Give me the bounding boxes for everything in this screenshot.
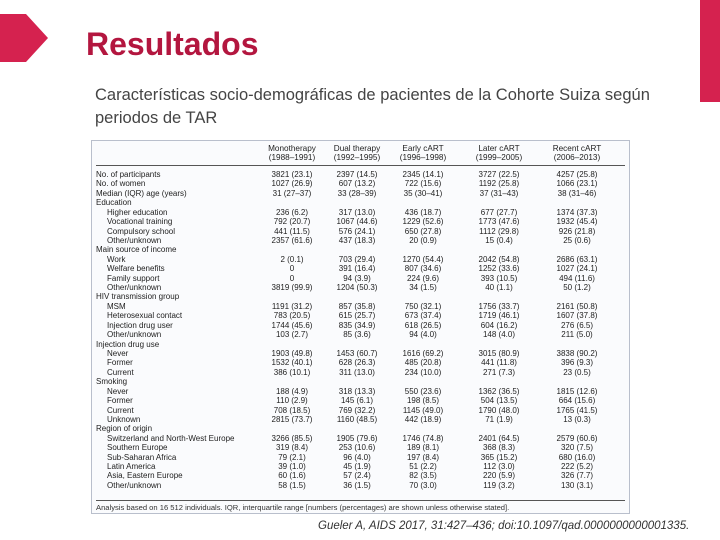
table-row	[96, 292, 625, 301]
table-row	[96, 274, 625, 283]
table-cell: 94 (4.0)	[409, 330, 437, 340]
table-cell: 271 (7.3)	[482, 367, 516, 377]
table-cell: 130 (3.1)	[560, 480, 594, 490]
table-footnote: Analysis based on 16 512 individuals. IQR, interquartile range [numbers (percentages) are shown unless otherwise stated].	[96, 503, 510, 512]
table-cell: 276 (6.5)	[560, 320, 594, 330]
table-cell: 437 (18.3)	[338, 235, 376, 245]
table-cell: 38 (31–46)	[557, 188, 597, 198]
table-cell: 253 (10.6)	[338, 443, 376, 453]
table-cell: 1066 (23.1)	[556, 179, 598, 189]
table-cell: 1229 (52.6)	[402, 217, 444, 227]
table-cell: 96 (4.0)	[343, 452, 371, 462]
row-label: Main source of income	[96, 245, 177, 255]
table-cell: 550 (23.6)	[404, 386, 442, 396]
row-label: Former	[107, 358, 133, 368]
table-row	[96, 406, 625, 415]
table-row	[96, 349, 625, 358]
table-cell: 835 (34.9)	[338, 320, 376, 330]
row-label: HIV transmission group	[96, 292, 180, 302]
table-cell: 1160 (48.5)	[336, 414, 378, 424]
table-cell: 15 (0.4)	[485, 235, 513, 245]
table-cell: 396 (9.3)	[560, 358, 594, 368]
table-cell: 110 (2.9)	[276, 396, 308, 406]
table-row	[96, 481, 625, 490]
row-label: Other/unknown	[107, 283, 162, 293]
column-header	[457, 144, 541, 162]
table-cell: 1932 (45.4)	[556, 217, 598, 227]
table-row	[96, 189, 625, 198]
table-cell: 1112 (29.8)	[479, 226, 519, 236]
data-table	[91, 140, 630, 514]
row-label: Never	[107, 386, 129, 396]
table-row	[96, 387, 625, 396]
row-label: Heterosexual contact	[107, 311, 183, 321]
row-label: Welfare benefits	[107, 264, 165, 274]
table-cell: 618 (26.5)	[404, 320, 442, 330]
table-cell: 1145 (49.0)	[402, 405, 444, 415]
row-label: Current	[107, 405, 134, 415]
table-row	[96, 434, 625, 443]
row-label: Current	[107, 367, 134, 377]
slide-subtitle: Características socio-demográficas de pacientes de la Cohorte Suiza según periodos de TAR	[95, 86, 650, 127]
row-label: Former	[107, 396, 133, 406]
table-row	[96, 358, 625, 367]
table-cell: 1270 (54.4)	[402, 254, 444, 264]
table-cell: 1905 (79.6)	[336, 433, 378, 443]
table-cell: 318 (13.3)	[338, 386, 376, 396]
table-cell: 436 (18.7)	[404, 207, 442, 217]
row-label: Work	[107, 254, 126, 264]
table-row	[96, 311, 625, 320]
table-cell: 1252 (33.6)	[478, 264, 520, 274]
column-header	[535, 144, 619, 162]
table-cell: 1815 (12.6)	[556, 386, 598, 396]
table-cell: 3838 (90.2)	[556, 348, 598, 358]
table-cell: 0	[289, 264, 295, 274]
table-cell: 576 (24.1)	[338, 226, 376, 236]
table-cell: 37 (31–43)	[479, 188, 519, 198]
table-cell: 1756 (33.7)	[478, 301, 520, 311]
table-row	[96, 208, 625, 217]
table-cell: 3819 (99.9)	[271, 283, 313, 293]
table-cell: 441 (11.5)	[274, 226, 310, 236]
table-cell: 2 (0.1)	[280, 254, 304, 264]
table-cell: 1374 (37.3)	[556, 207, 598, 217]
table-cell: 391 (16.4)	[338, 264, 376, 274]
table-cell: 4257 (25.8)	[556, 170, 598, 179]
table-cell: 1027 (24.1)	[556, 264, 598, 274]
row-label: Other/unknown	[107, 480, 162, 490]
table-row	[96, 255, 625, 264]
column-header-period: (1999–2005)	[475, 153, 523, 162]
row-label: Compulsory school	[107, 226, 176, 236]
table-cell: 3727 (22.5)	[478, 170, 520, 179]
table-cell: 33 (28–39)	[337, 188, 377, 198]
table-cell: 1616 (69.2)	[402, 348, 444, 358]
table-row	[96, 227, 625, 236]
table-row	[96, 264, 625, 273]
table-row	[96, 415, 625, 424]
table-cell: 85 (3.6)	[343, 330, 371, 340]
table-cell: 198 (8.5)	[406, 396, 440, 406]
table-row	[96, 283, 625, 292]
table-cell: 1765 (41.5)	[556, 405, 598, 415]
table-cell: 926 (21.8)	[558, 226, 596, 236]
row-label: Unknown	[107, 414, 141, 424]
table-cell: 2815 (73.7)	[271, 414, 313, 424]
table-cell: 792 (20.7)	[273, 217, 311, 227]
table-cell: 2161 (50.8)	[556, 301, 598, 311]
table-cell: 220 (5.9)	[482, 471, 516, 481]
row-label: Smoking	[96, 377, 128, 387]
table-cell: 673 (37.4)	[404, 311, 442, 321]
table-cell: 320 (7.5)	[560, 443, 594, 453]
row-label: Sub-Saharan Africa	[107, 452, 177, 462]
table-cell: 13 (0.3)	[563, 414, 591, 424]
table-cell: 442 (18.9)	[404, 414, 442, 424]
table-cell: 393 (10.5)	[480, 273, 518, 283]
table-cell: 36 (1.5)	[343, 480, 371, 490]
table-cell: 23 (0.5)	[563, 367, 591, 377]
column-header-name: Early cART	[402, 144, 444, 153]
table-cell: 2042 (54.8)	[478, 254, 520, 264]
table-cell: 20 (0.9)	[409, 235, 437, 245]
table-cell: 222 (5.2)	[560, 462, 594, 472]
table-cell: 1746 (74.8)	[402, 433, 444, 443]
table-cell: 236 (6.2)	[275, 207, 309, 217]
row-label: No. of women	[96, 179, 146, 189]
table-cell: 51 (2.2)	[409, 462, 437, 472]
table-cell: 2397 (14.5)	[336, 170, 378, 179]
row-label: Region of origin	[96, 424, 153, 434]
table-cell: 3266 (85.5)	[271, 433, 313, 443]
table-cell: 1027 (26.9)	[271, 179, 313, 189]
table-row	[96, 368, 625, 377]
column-header-period: (1992–1995)	[333, 153, 381, 162]
row-label: Other/unknown	[107, 330, 162, 340]
table-row	[96, 471, 625, 480]
table-cell: 211 (5.0)	[561, 330, 593, 340]
row-label: MSM	[107, 301, 126, 311]
table-cell: 650 (27.8)	[404, 226, 442, 236]
table-cell: 494 (11.6)	[559, 273, 595, 283]
row-label: Never	[107, 348, 129, 358]
table-cell: 604 (16.2)	[480, 320, 518, 330]
citation: Gueler A, AIDS 2017, 31:427–436; doi:10.1097/qad.0000000000001335.	[318, 520, 690, 532]
table-cell: 326 (7.7)	[560, 471, 594, 481]
table-cell: 607 (13.2)	[338, 179, 376, 189]
table-cell: 234 (10.0)	[404, 367, 442, 377]
table-row	[96, 330, 625, 339]
table-cell: 2357 (61.6)	[271, 235, 313, 245]
bottom-rule	[96, 500, 625, 501]
table-row	[96, 377, 625, 386]
table-cell: 365 (15.2)	[480, 452, 518, 462]
table-cell: 750 (32.1)	[404, 301, 442, 311]
row-label: Vocational training	[107, 217, 173, 227]
table-cell: 103 (2.7)	[275, 330, 309, 340]
table-cell: 71 (1.9)	[485, 414, 513, 424]
slide-title: Resultados	[86, 26, 259, 62]
table-row	[96, 217, 625, 226]
table-cell: 2579 (60.6)	[556, 433, 598, 443]
table-row	[96, 236, 625, 245]
table-cell: 119 (3.2)	[483, 480, 515, 490]
column-header-period: (1988–1991)	[268, 153, 316, 162]
table-cell: 94 (3.9)	[343, 273, 371, 283]
row-label: Southern Europe	[107, 443, 168, 453]
row-label: No. of participants	[96, 170, 161, 179]
column-header-name: Recent cART	[552, 144, 602, 153]
table-row	[96, 443, 625, 452]
column-header-period: (2006–2013)	[553, 153, 601, 162]
table-cell: 1192 (25.8)	[478, 179, 520, 189]
table-cell: 386 (10.1)	[273, 367, 311, 377]
table-row	[96, 453, 625, 462]
table-cell: 3015 (80.9)	[478, 348, 520, 358]
table-cell: 1607 (37.8)	[556, 311, 598, 321]
table-cell: 1067 (44.6)	[336, 217, 378, 227]
table-cell: 615 (25.7)	[338, 311, 376, 321]
table-cell: 45 (1.9)	[343, 462, 371, 472]
column-header-name: Dual therapy	[333, 144, 381, 153]
column-header-name: Monotherapy	[268, 144, 316, 153]
table-cell: 39 (1.0)	[278, 462, 306, 472]
row-label: Other/unknown	[107, 235, 162, 245]
table-cell: 34 (1.5)	[409, 283, 437, 293]
table-row	[96, 396, 625, 405]
table-cell: 189 (8.1)	[406, 443, 440, 453]
row-label: Switzerland and North-West Europe	[107, 433, 235, 443]
chevron-icon	[0, 14, 48, 62]
table-cell: 2401 (64.5)	[478, 433, 520, 443]
row-label: Median (IQR) age (years)	[96, 188, 187, 198]
table-cell: 319 (8.4)	[275, 443, 309, 453]
table-cell: 368 (8.3)	[482, 443, 516, 453]
table-cell: 0	[289, 273, 295, 283]
table-cell: 1790 (48.0)	[478, 405, 520, 415]
table-cell: 317 (13.0)	[338, 207, 376, 217]
table-cell: 708 (18.5)	[273, 405, 311, 415]
table-cell: 769 (32.2)	[338, 405, 376, 415]
table-cell: 57 (2.4)	[343, 471, 371, 481]
table-cell: 188 (4.9)	[275, 386, 309, 396]
table-cell: 1903 (49.8)	[271, 348, 313, 358]
table-row	[96, 179, 625, 188]
table-cell: 504 (13.5)	[480, 396, 518, 406]
table-cell: 1744 (45.6)	[271, 320, 313, 330]
table-cell: 722 (15.6)	[404, 179, 442, 189]
table-cell: 1532 (40.1)	[271, 358, 313, 368]
table-cell: 807 (34.6)	[404, 264, 442, 274]
row-label: Higher education	[107, 207, 168, 217]
table-cell: 70 (3.0)	[409, 480, 437, 490]
table-cell: 677 (27.7)	[480, 207, 518, 217]
table-row	[96, 302, 625, 311]
table-cell: 1719 (46.1)	[478, 311, 520, 321]
table-cell: 1773 (47.6)	[478, 217, 520, 227]
table-cell: 485 (20.8)	[404, 358, 442, 368]
table-cell: 441 (11.8)	[481, 358, 517, 368]
table-cell: 3821 (23.1)	[271, 170, 313, 179]
table-cell: 783 (20.5)	[273, 311, 311, 321]
row-label: Injection drug user	[107, 320, 173, 330]
table-cell: 145 (6.1)	[340, 396, 374, 406]
table-cell: 628 (26.3)	[338, 358, 376, 368]
table-cell: 79 (2.1)	[278, 452, 306, 462]
row-label: Asia, Eastern Europe	[107, 471, 183, 481]
header-rule	[96, 165, 625, 166]
table-cell: 224 (9.6)	[406, 273, 440, 283]
table-cell: 60 (1.6)	[278, 471, 306, 481]
table-row	[96, 170, 625, 179]
table-cell: 1204 (50.3)	[336, 283, 378, 293]
row-label: Latin America	[107, 462, 156, 472]
table-cell: 58 (1.5)	[278, 480, 306, 490]
table-cell: 857 (35.8)	[338, 301, 376, 311]
table-cell: 311 (13.0)	[339, 367, 375, 377]
table-cell: 2686 (63.1)	[556, 254, 598, 264]
table-row	[96, 198, 625, 207]
table-cell: 25 (0.6)	[563, 235, 591, 245]
table-cell: 680 (16.0)	[558, 452, 596, 462]
row-label: Injection drug use	[96, 339, 160, 349]
table-cell: 50 (1.2)	[563, 283, 591, 293]
table-cell: 664 (15.6)	[558, 396, 596, 406]
table-cell: 1453 (60.7)	[336, 348, 378, 358]
table-cell: 703 (29.4)	[338, 254, 376, 264]
table-cell: 112 (3.0)	[483, 462, 515, 472]
column-header-name: Later cART	[478, 144, 520, 153]
table-cell: 35 (30–41)	[403, 188, 443, 198]
column-header-period: (1996–1998)	[399, 153, 447, 162]
table-cell: 40 (1.1)	[485, 283, 513, 293]
table-cell: 1362 (36.5)	[478, 386, 520, 396]
table-cell: 82 (3.5)	[409, 471, 437, 481]
row-label: Family support	[107, 273, 160, 283]
table-cell: 197 (8.4)	[406, 452, 440, 462]
table-row	[96, 424, 625, 433]
table-cell: 2345 (14.1)	[402, 170, 444, 179]
table-row	[96, 321, 625, 330]
table-row	[96, 340, 625, 349]
table-row	[96, 462, 625, 471]
table-cell: 148 (4.0)	[482, 330, 516, 340]
row-label: Education	[96, 198, 132, 208]
table-cell: 31 (27–37)	[272, 188, 312, 198]
table-row	[96, 245, 625, 254]
table-cell: 1191 (31.2)	[271, 301, 313, 311]
column-header	[381, 144, 465, 162]
accent-bar	[700, 0, 720, 102]
